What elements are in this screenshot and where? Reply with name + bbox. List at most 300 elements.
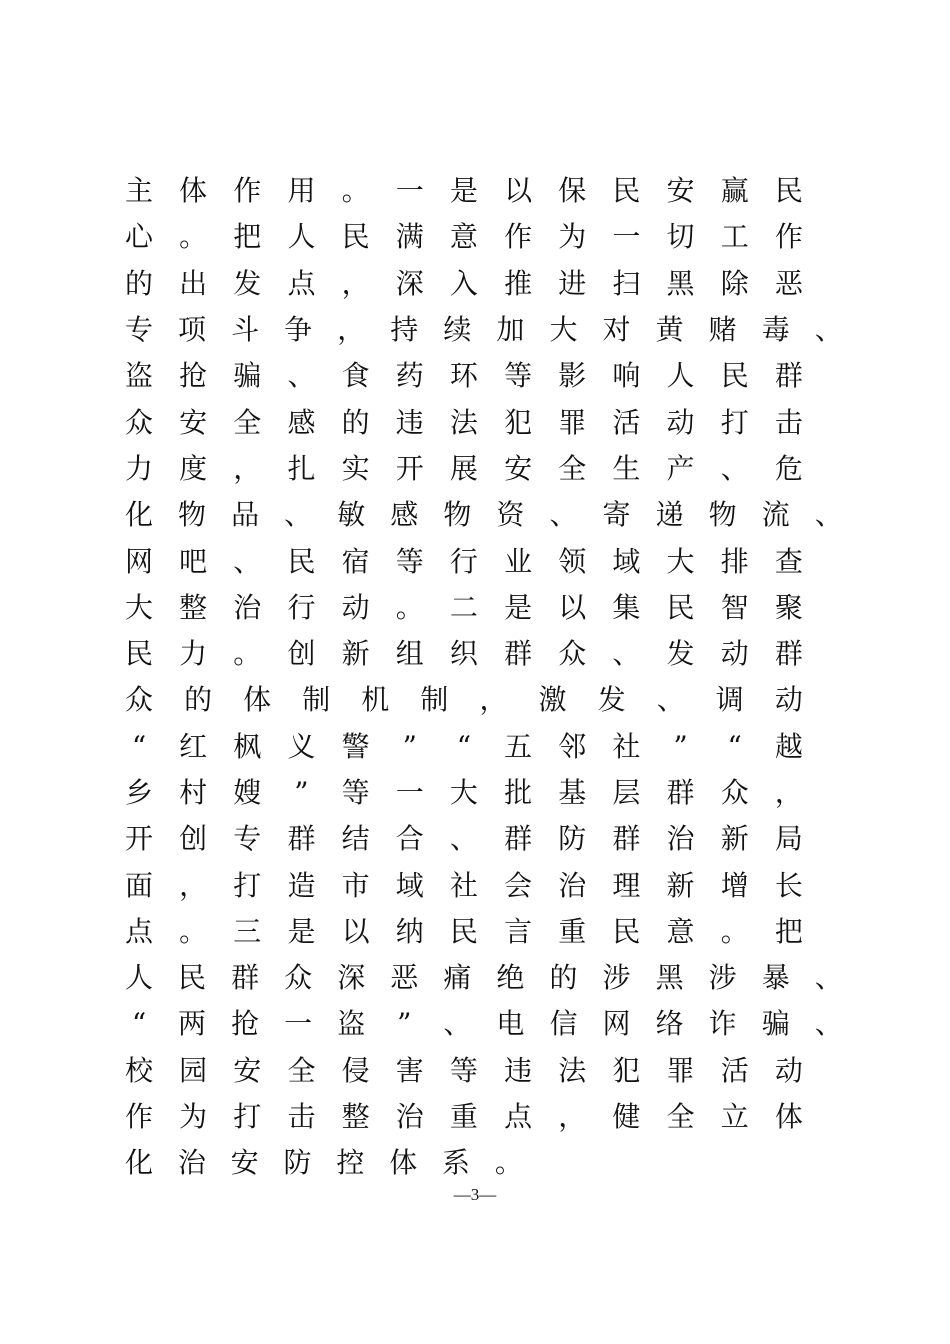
text-char: 开 — [395, 451, 424, 485]
text-line — [124, 538, 804, 584]
text-char: 作 — [774, 220, 803, 254]
text-char: 度 — [179, 451, 208, 485]
text-char: 新 — [720, 822, 749, 856]
text-char: 以 — [558, 590, 587, 624]
text-line — [124, 307, 844, 353]
text-char: 深 — [337, 961, 366, 995]
text-char: 激 — [538, 683, 567, 717]
text-char: 绝 — [496, 961, 525, 995]
text-char: 健 — [612, 1100, 641, 1134]
text-char: ， — [479, 683, 508, 717]
text-char: 全 — [558, 451, 587, 485]
text-char: 罪 — [558, 405, 587, 439]
text-char: 全 — [233, 405, 262, 439]
text-char: 感 — [390, 498, 419, 532]
text-char: 保 — [558, 174, 587, 208]
text-char: 响 — [612, 359, 641, 393]
text-line — [124, 585, 804, 631]
text-line — [124, 214, 804, 260]
text-char: 宿 — [341, 544, 370, 578]
text-char: 把 — [774, 914, 803, 948]
text-char: 两 — [178, 1007, 207, 1041]
text-char: 盗 — [337, 1007, 366, 1041]
text-char: 大 — [449, 776, 478, 809]
text-char: 发 — [666, 637, 695, 671]
text-char: 大 — [124, 590, 153, 624]
text-char: 社 — [449, 868, 478, 902]
text-char: 调 — [715, 683, 744, 717]
text-char: 网 — [602, 1007, 631, 1041]
text-char: 对 — [602, 313, 631, 347]
text-char: 会 — [504, 868, 533, 902]
text-char: 、 — [814, 498, 843, 532]
text-char: 长 — [774, 868, 803, 902]
text-char: 以 — [341, 914, 370, 948]
text-char: 众 — [124, 683, 153, 717]
text-char: 的 — [184, 683, 213, 717]
text-line — [124, 862, 804, 908]
text-char: 药 — [395, 359, 424, 393]
text-char: 入 — [449, 266, 478, 300]
text-char: 民 — [449, 914, 478, 948]
text-char: 人 — [666, 359, 695, 393]
text-char: ， — [558, 1100, 587, 1134]
text-line — [124, 1140, 524, 1186]
text-char: 全 — [287, 1053, 316, 1087]
text-char: 群 — [774, 359, 803, 393]
text-char: 为 — [558, 220, 587, 254]
text-char: 点 — [504, 1100, 533, 1134]
text-char: 涉 — [602, 961, 631, 995]
text-char: 一 — [612, 220, 641, 254]
text-char: 除 — [720, 266, 749, 300]
text-char: 整 — [179, 590, 208, 624]
text-char: 。 — [341, 174, 370, 208]
text-char: 满 — [395, 220, 424, 254]
text-char: 点 — [287, 266, 316, 300]
text-char: 织 — [449, 637, 478, 671]
text-char: 扎 — [287, 451, 316, 485]
text-char: 层 — [612, 776, 641, 809]
text-char: 整 — [341, 1100, 370, 1134]
text-char: 活 — [720, 1053, 749, 1087]
text-char: 。 — [494, 1146, 523, 1180]
text-char: 违 — [504, 1053, 533, 1087]
text-char: 局 — [774, 822, 803, 856]
text-char: 人 — [124, 961, 153, 995]
text-char: 众 — [558, 637, 587, 671]
text-char: 一 — [395, 776, 424, 809]
text-char: 市 — [341, 868, 370, 902]
text-char: 作 — [233, 174, 262, 208]
text-char: 心 — [124, 220, 153, 254]
text-line — [124, 168, 804, 214]
text-char: 。 — [395, 590, 424, 624]
text-char: 体 — [179, 174, 208, 208]
text-char: 违 — [395, 405, 424, 439]
text-char: 理 — [612, 868, 641, 902]
text-char: 物 — [178, 498, 207, 532]
text-char: 排 — [720, 544, 749, 578]
text-char: 发 — [233, 266, 262, 300]
text-char: 体 — [243, 683, 272, 717]
text-char: ” — [397, 1007, 412, 1041]
text-char: 民 — [720, 359, 749, 393]
text-char: 争 — [284, 313, 313, 347]
text-char: 群 — [612, 822, 641, 856]
text-char: 物 — [443, 498, 472, 532]
text-char: 、 — [814, 961, 843, 995]
text-char: 等 — [395, 544, 424, 578]
text-char: 群 — [774, 637, 803, 671]
text-char: 物 — [708, 498, 737, 532]
text-char: 乡 — [124, 776, 153, 809]
text-char: 。 — [233, 637, 262, 671]
text-char: 危 — [774, 451, 803, 485]
text-char: 园 — [179, 1053, 208, 1087]
text-char: 专 — [233, 822, 262, 856]
text-char: 校 — [124, 1053, 153, 1087]
text-char: 、 — [720, 451, 749, 485]
text-char: 骗 — [233, 359, 262, 393]
text-line — [124, 909, 804, 955]
text-char: 环 — [449, 359, 478, 393]
text-char: 开 — [124, 822, 153, 856]
text-char: 查 — [774, 544, 803, 578]
text-char: 的 — [549, 961, 578, 995]
text-char: 递 — [655, 498, 684, 532]
text-char: 众 — [720, 776, 749, 809]
text-char: 大 — [549, 313, 578, 347]
text-char: 抢 — [231, 1007, 260, 1041]
text-line — [124, 261, 804, 307]
text-char: 力 — [124, 451, 153, 485]
text-line — [124, 770, 804, 816]
text-char: ” — [402, 729, 417, 763]
text-char: 智 — [720, 590, 749, 624]
text-char: 防 — [558, 822, 587, 856]
text-char: 、 — [443, 1007, 472, 1041]
text-line — [124, 816, 804, 862]
text-char: 治 — [233, 590, 262, 624]
text-char: 人 — [287, 220, 316, 254]
text-line — [124, 955, 844, 1001]
text-char: 、 — [233, 544, 262, 578]
text-char: 增 — [720, 868, 749, 902]
text-char: 抢 — [179, 359, 208, 393]
text-char: 机 — [361, 683, 390, 717]
text-char: 专 — [124, 313, 153, 347]
text-char: 电 — [496, 1007, 525, 1041]
text-char: 动 — [720, 637, 749, 671]
text-char: 恶 — [390, 961, 419, 995]
text-char: 安 — [504, 451, 533, 485]
text-char: 体 — [774, 1100, 803, 1134]
text-line — [124, 446, 804, 492]
text-char: 民 — [666, 590, 695, 624]
text-char: 群 — [504, 822, 533, 856]
text-char: 赌 — [708, 313, 737, 347]
text-char: 聚 — [774, 590, 803, 624]
text-char: 深 — [395, 266, 424, 300]
text-char: 黑 — [666, 266, 695, 300]
text-char: 持 — [390, 313, 419, 347]
text-char: 点 — [124, 914, 153, 948]
text-char: 工 — [720, 220, 749, 254]
text-char: 、 — [656, 683, 685, 717]
text-char: 化 — [124, 498, 153, 532]
text-char: 社 — [612, 729, 641, 763]
text-char: ， — [774, 776, 803, 809]
text-char: 意 — [666, 914, 695, 948]
text-char: 敏 — [337, 498, 366, 532]
text-char: “ — [131, 1007, 147, 1041]
text-char: 安 — [179, 405, 208, 439]
text-char: 村 — [179, 776, 208, 809]
text-char: 三 — [233, 914, 262, 948]
text-char: 实 — [341, 451, 370, 485]
text-char: 法 — [558, 1053, 587, 1087]
text-char: 力 — [179, 637, 208, 671]
text-char: 作 — [124, 1100, 153, 1134]
text-char: 寄 — [602, 498, 631, 532]
text-char: 一 — [395, 174, 424, 208]
text-char: 一 — [284, 1007, 313, 1041]
text-char: 新 — [666, 868, 695, 902]
text-char: 的 — [341, 405, 370, 439]
text-line — [124, 724, 804, 770]
text-char: 动 — [774, 1053, 803, 1087]
text-char: 群 — [287, 822, 316, 856]
text-char: 斗 — [231, 313, 260, 347]
text-char: 重 — [449, 1100, 478, 1134]
text-char: 毒 — [761, 313, 790, 347]
text-char: 领 — [558, 544, 587, 578]
text-char: 民 — [612, 914, 641, 948]
text-char: 感 — [287, 405, 316, 439]
text-char: 立 — [720, 1100, 749, 1134]
text-char: 把 — [233, 220, 262, 254]
text-char: 恶 — [774, 266, 803, 300]
text-char: 进 — [558, 266, 587, 300]
text-char: 品 — [231, 498, 260, 532]
text-char: ， — [337, 313, 366, 347]
text-char: 。 — [179, 220, 208, 254]
text-char: 嫂 — [233, 776, 262, 809]
text-char: 系 — [442, 1146, 471, 1180]
text-char: 面 — [124, 868, 153, 902]
text-char: 活 — [612, 405, 641, 439]
text-char: 侵 — [341, 1053, 370, 1087]
text-char: 治 — [395, 1100, 424, 1134]
text-char: 业 — [504, 544, 533, 578]
text-char: 打 — [233, 1100, 262, 1134]
text-char: 资 — [496, 498, 525, 532]
text-char: 暴 — [761, 961, 790, 995]
text-char: 犯 — [612, 1053, 641, 1087]
text-char: 痛 — [443, 961, 472, 995]
text-char: 民 — [612, 174, 641, 208]
text-char: 群 — [666, 776, 695, 809]
text-char: 合 — [395, 822, 424, 856]
text-char: “ — [727, 729, 742, 763]
text-char: 枫 — [233, 729, 262, 763]
text-char: 加 — [496, 313, 525, 347]
text-char: 用 — [287, 174, 316, 208]
text-char: 打 — [233, 868, 262, 902]
text-line — [124, 1048, 804, 1094]
text-char: 集 — [612, 590, 641, 624]
text-char: 防 — [283, 1146, 312, 1180]
text-char: 、 — [549, 498, 578, 532]
text-char: 骗 — [761, 1007, 790, 1041]
text-char: 民 — [341, 220, 370, 254]
text-char: 法 — [449, 405, 478, 439]
text-char: 二 — [449, 590, 478, 624]
text-char: 创 — [287, 637, 316, 671]
text-line — [124, 1094, 804, 1140]
text-char: 害 — [395, 1053, 424, 1087]
text-char: 制 — [420, 683, 449, 717]
text-char: 创 — [179, 822, 208, 856]
text-char: 黑 — [655, 961, 684, 995]
text-char: 等 — [449, 1053, 478, 1087]
text-char: 生 — [612, 451, 641, 485]
text-char: 化 — [124, 1146, 153, 1180]
text-char: 以 — [504, 174, 533, 208]
text-char: 安 — [233, 1053, 262, 1087]
text-char: 作 — [504, 220, 533, 254]
text-char: 打 — [720, 405, 749, 439]
text-char: 邻 — [558, 729, 587, 763]
text-char: 言 — [504, 914, 533, 948]
text-char: 纳 — [395, 914, 424, 948]
text-char: 安 — [666, 174, 695, 208]
text-char: 越 — [774, 729, 803, 763]
text-char: 治 — [558, 868, 587, 902]
text-char: 、 — [814, 313, 843, 347]
text-char: 基 — [558, 776, 587, 809]
text-char: 。 — [720, 914, 749, 948]
text-char: 赢 — [720, 174, 749, 208]
text-char: 群 — [231, 961, 260, 995]
text-char: 是 — [504, 590, 533, 624]
text-char: 民 — [124, 637, 153, 671]
text-char: 产 — [666, 451, 695, 485]
text-char: 制 — [302, 683, 331, 717]
text-char: 域 — [395, 868, 424, 902]
text-char: 续 — [443, 313, 472, 347]
text-char: 组 — [395, 637, 424, 671]
text-char: 五 — [504, 729, 533, 763]
text-char: 等 — [504, 359, 533, 393]
text-char: 行 — [287, 590, 316, 624]
text-char: 行 — [449, 544, 478, 578]
text-char: 域 — [612, 544, 641, 578]
text-char: 吧 — [179, 544, 208, 578]
body-text — [124, 168, 844, 1187]
text-char: 出 — [179, 266, 208, 300]
text-char: 红 — [179, 729, 208, 763]
text-line — [124, 631, 804, 677]
text-char: 新 — [341, 637, 370, 671]
text-line — [124, 399, 804, 445]
text-char: 结 — [341, 822, 370, 856]
text-char: 造 — [287, 868, 316, 902]
text-char: 动 — [774, 683, 803, 717]
text-char: ， — [233, 451, 262, 485]
text-char: 动 — [341, 590, 370, 624]
text-char: 击 — [774, 405, 803, 439]
text-char: 络 — [655, 1007, 684, 1041]
page-number: —3— — [453, 1185, 497, 1204]
text-char: 控 — [336, 1146, 365, 1180]
text-char: 发 — [597, 683, 626, 717]
text-char: 群 — [504, 637, 533, 671]
text-char: 、 — [284, 498, 313, 532]
text-char: 主 — [124, 174, 153, 208]
text-char: ， — [341, 266, 370, 300]
text-char: 民 — [287, 544, 316, 578]
text-char: 、 — [287, 359, 316, 393]
text-char: 治 — [177, 1146, 206, 1180]
text-line — [124, 677, 804, 723]
text-line — [124, 353, 804, 399]
text-char: 警 — [341, 729, 370, 763]
text-char: 体 — [389, 1146, 418, 1180]
text-char: 全 — [666, 1100, 695, 1134]
text-char: 义 — [287, 729, 316, 763]
text-char: 切 — [666, 220, 695, 254]
text-char: 诈 — [708, 1007, 737, 1041]
text-char: 众 — [124, 405, 153, 439]
text-char: 推 — [504, 266, 533, 300]
text-char: 盗 — [124, 359, 153, 393]
text-char: 重 — [558, 914, 587, 948]
text-char: 项 — [178, 313, 207, 347]
text-line — [124, 492, 844, 538]
text-char: ” — [294, 776, 309, 809]
text-char: 击 — [287, 1100, 316, 1134]
text-char: 是 — [449, 174, 478, 208]
text-char: 众 — [284, 961, 313, 995]
text-char: 黄 — [655, 313, 684, 347]
text-char: 、 — [449, 822, 478, 856]
text-char: 信 — [549, 1007, 578, 1041]
text-line — [124, 1001, 844, 1047]
text-char: 、 — [612, 637, 641, 671]
text-char: 为 — [179, 1100, 208, 1134]
text-char: 大 — [666, 544, 695, 578]
text-char: 食 — [341, 359, 370, 393]
text-char: 是 — [287, 914, 316, 948]
text-char: 民 — [774, 174, 803, 208]
text-char: “ — [456, 729, 472, 763]
text-char: 安 — [230, 1146, 259, 1180]
text-char: 民 — [178, 961, 207, 995]
text-char: 、 — [814, 1007, 843, 1041]
text-char: 展 — [449, 451, 478, 485]
text-char: 治 — [666, 822, 695, 856]
text-char: 罪 — [666, 1053, 695, 1087]
text-char: 动 — [666, 405, 695, 439]
text-char: 等 — [341, 776, 370, 809]
text-char: 。 — [179, 914, 208, 948]
text-char: 的 — [124, 266, 153, 300]
text-char: ， — [179, 868, 208, 902]
text-char: 涉 — [708, 961, 737, 995]
text-char: “ — [131, 729, 147, 763]
